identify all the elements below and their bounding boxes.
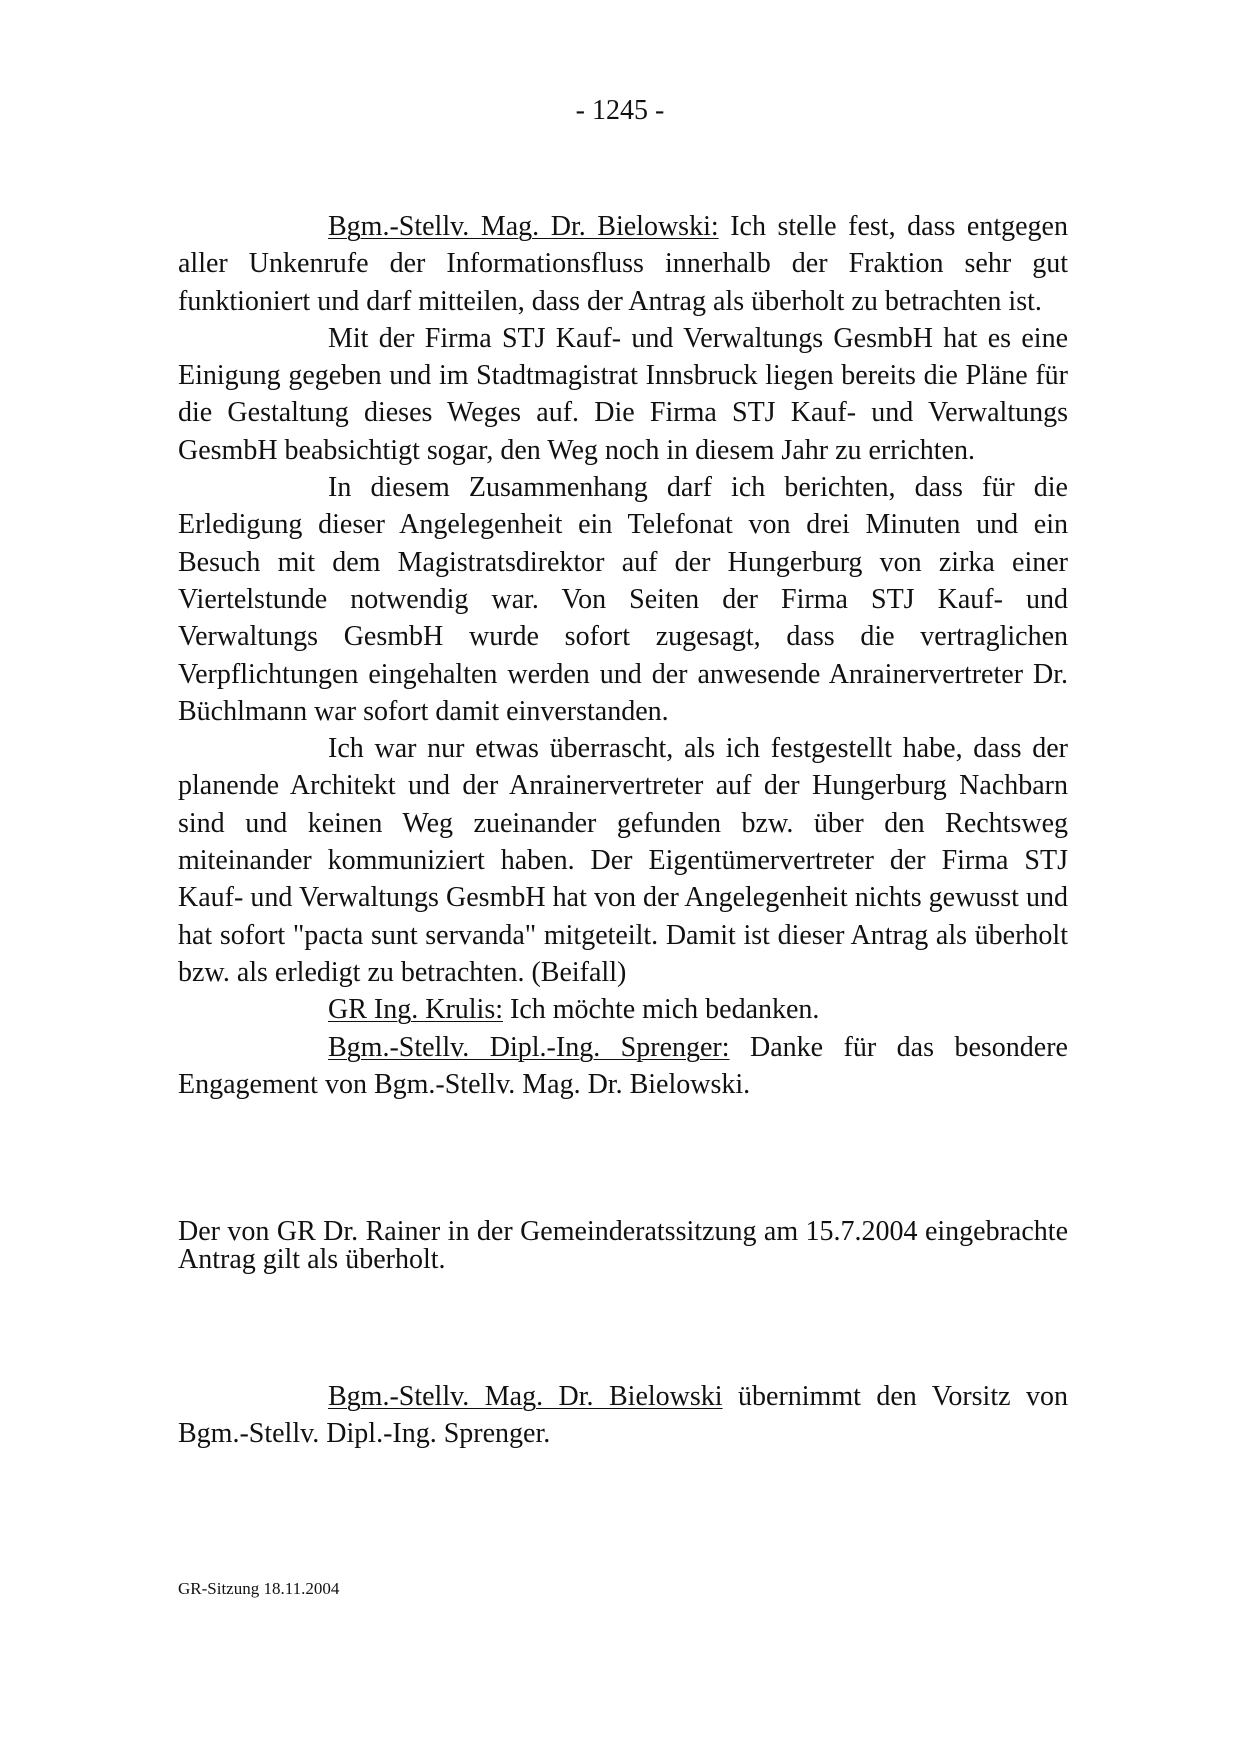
speaker-name: GR Ing. Krulis: <box>328 994 503 1026</box>
decision-text: Der von GR Dr. Rainer in der Gemeinderatssitzung am 15.7.2004 eingebrachte Antrag gilt als überholt. <box>178 1216 1068 1275</box>
chair-change-text <box>178 1378 1068 1453</box>
paragraph-surprise <box>178 730 1068 991</box>
paragraph-text: Danke für das besondere Engagement von Bgm.-Stellv. Mag. Dr. Bielowski. <box>178 1031 1068 1100</box>
page-number: - 1245 - <box>575 95 665 126</box>
decision-block <box>178 1218 1068 1274</box>
paragraph-bielowski-statement <box>178 208 1068 320</box>
paragraph-phone-call <box>178 469 1068 730</box>
paragraph-text: Ich stelle fest, dass entgegen aller Unkenrufe der Informationsfluss innerhalb der Fraktion sehr gut funktioniert und darf mitteilen, dass der Antrag als überholt zu betrachten ist. <box>178 211 1068 317</box>
statement-block <box>178 208 1068 1103</box>
speaker-name: Bgm.-Stellv. Mag. Dr. Bielowski <box>328 1381 723 1412</box>
paragraph-text: In diesem Zusammenhang darf ich berichten, dass für die Erledigung dieser Angelegenheit ein Telefonat von drei Minuten und ein Besuch mit dem Magistratsdirektor auf der Hungerburg von zirka einer Viertelstunde notwendig war. Von Seiten der Firma STJ Kauf- und Verwaltungs GesmbH wurde sofort zugesagt, dass die vertraglichen Verpflichtungen eingehalten werden und der anwesende Anrainervertreter Dr. Büchlmann war sofort damit einverstanden. <box>178 472 1068 727</box>
paragraph-agreement <box>178 320 1068 469</box>
paragraph-text: Ich möchte mich bedanken. <box>503 994 820 1026</box>
paragraph-text: Ich war nur etwas überrascht, als ich festgestellt habe, dass der planende Architekt und der Anrainervertreter auf der Hungerburg Nachbarn sind und keinen Weg zueinander gefunden bzw. über den Rechtsweg miteinander kommuniziert haben. Der Eigentümervertreter der Firma STJ Kauf- und Verwaltungs GesmbH hat von der Angelegenheit nichts gewusst und hat sofort "pacta sunt servanda" mitgeteilt. Damit ist dieser Antrag als überholt bzw. als erledigt zu betrachten. (Beifall) <box>178 733 1068 988</box>
footer-session-date: GR-Sitzung 18.11.2004 <box>178 1579 340 1598</box>
speaker-name: Bgm.-Stellv. Mag. Dr. Bielowski: <box>328 211 719 242</box>
paragraph-sprenger <box>178 1029 1068 1104</box>
paragraph-text: übernimmt den Vorsitz von Bgm.-Stellv. Dipl.-Ing. Sprenger. <box>178 1381 1069 1450</box>
chair-change-block <box>178 1378 1068 1453</box>
paragraph-krulis <box>178 991 1068 1028</box>
speaker-name: Bgm.-Stellv. Dipl.-Ing. Sprenger: <box>328 1031 730 1063</box>
paragraph-text: Mit der Firma STJ Kauf- und Verwaltungs GesmbH hat es eine Einigung gegeben und im Stadtmagistrat Innsbruck liegen bereits die Pläne für die Gestaltung dieses Weges auf. Die Firma STJ Kauf- und Verwaltungs GesmbH beabsichtigt sogar, den Weg noch in diesem Jahr zu errichten. <box>178 322 1068 466</box>
